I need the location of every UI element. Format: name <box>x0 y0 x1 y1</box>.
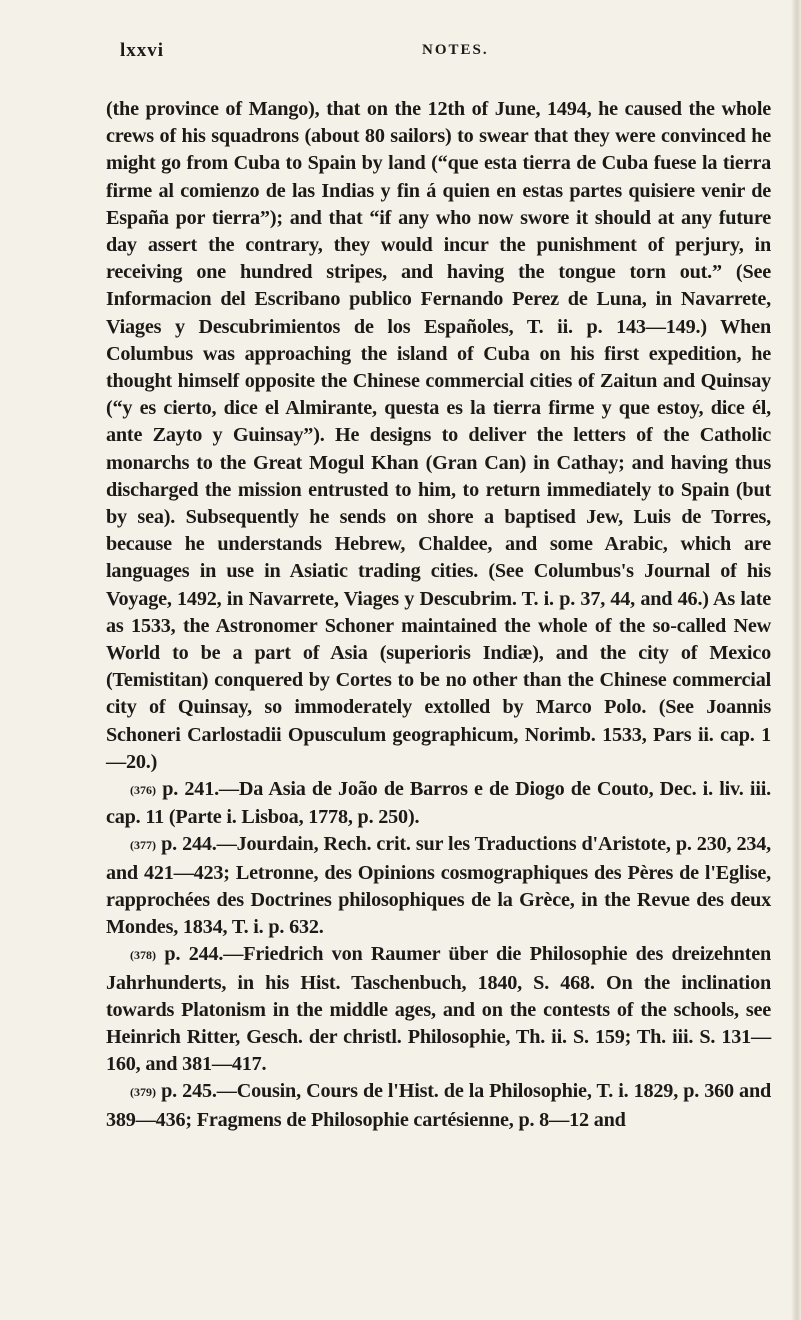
page-header <box>106 38 767 72</box>
footnote-378 <box>106 941 771 1078</box>
footnote-reference: (379) <box>130 1085 156 1100</box>
footnote-text: p. 244.—Jourdain, Rech. crit. sur les Traductions d'Aristote, p. 230, 234, and 421—423; Letronne, des Opinions cosmographiques des Pères de l'Eglise, rapprochées des Doctrines philosophiques de la Grèce, in the Revue des deux Mondes, 1834, T. i. p. 632. <box>106 833 771 939</box>
footnote-377 <box>106 831 771 941</box>
footnote-text: p. 244.—Friedrich von Raumer über die Philosophie des dreizehnten Jahrhunderts, in his Hist. Taschenbuch, 1840, S. 468. On the inclination towards Platonism in the middle ages, and on the contests of the schools, see Heinrich Ritter, Gesch. der christl. Philosophie, Th. ii. S. 159; Th. iii. S. 131—160, and 381—417. <box>106 943 771 1076</box>
page-text <box>106 96 771 1134</box>
footnote-reference: (378) <box>130 948 156 963</box>
footnote-text: p. 245.—Cousin, Cours de l'Hist. de la Philosophie, T. i. 1829, p. 360 and 389—436; Fragmens de Philosophie cartésienne, p. 8—12 and <box>106 1080 771 1131</box>
running-head: NOTES. <box>422 42 489 58</box>
main-paragraph: (the province of Mango), that on the 12th of June, 1494, he caused the whole crews of his squadrons (about 80 sailors) to swear that they were convinced he might go from Cuba to Spain by land (“que esta tierra de Cuba fuese la tierra firme al comienzo de las Indias y fin á quien en estas partes quisiere venir de España por tierra”); and that “if any who now swore it should at any future day assert the contrary, they would incur the punishment of perjury, in receiving one hundred stripes, and having the tongue torn out.” (See Informacion del Escribano publico Fernando Perez de Luna, in Navarrete, Viages y Descubrimientos de los Españoles, T. ii. p. 143—149.) When Columbus was approaching the island of Cuba on his first expedition, he thought himself opposite the Chinese commercial cities of Zaitun and Quinsay (“y es cierto, dice el Almirante, questa es la tierra firme y que estoy, dice él, ante Zayto y Guinsay”). He designs to deliver the letters of the Catholic monarchs to the Great Mogul Khan (Gran Can) in Cathay; and having thus discharged the mission entrusted to him, to return immediately to Spain (but by sea). Subsequently he sends on shore a baptised Jew, Luis de Torres, because he understands Hebrew, Chaldee, and some Arabic, which are languages in use in Asiatic trading cities. (See Columbus's Journal of his Voyage, 1492, in Navarrete, Viages y Descubrim. T. i. p. 37, 44, and 46.) As late as 1533, the Astronomer Schoner maintained the whole of the so-called New World to be a part of Asia (superioris Indiæ), and the city of Mexico (Temistitan) conquered by Cortes to be no other than the Chinese commercial city of Quinsay, so immoderately extolled by Marco Polo. (See Joannis Schoneri Carlostadii Opusculum geographicum, Norimb. 1533, Pars ii. cap. 1—20.) <box>106 98 771 773</box>
footnote-reference: (376) <box>130 783 156 798</box>
page-number: lxxvi <box>120 40 165 61</box>
page-edge-shadow <box>791 0 801 1320</box>
footnote-text: p. 241.—Da Asia de João de Barros e de Diogo de Couto, Dec. i. liv. iii. cap. 11 (Parte i. Lisboa, 1778, p. 250). <box>106 778 771 829</box>
footnote-reference: (377) <box>130 838 156 853</box>
footnote-379 <box>106 1078 771 1133</box>
footnote-376 <box>106 776 771 831</box>
